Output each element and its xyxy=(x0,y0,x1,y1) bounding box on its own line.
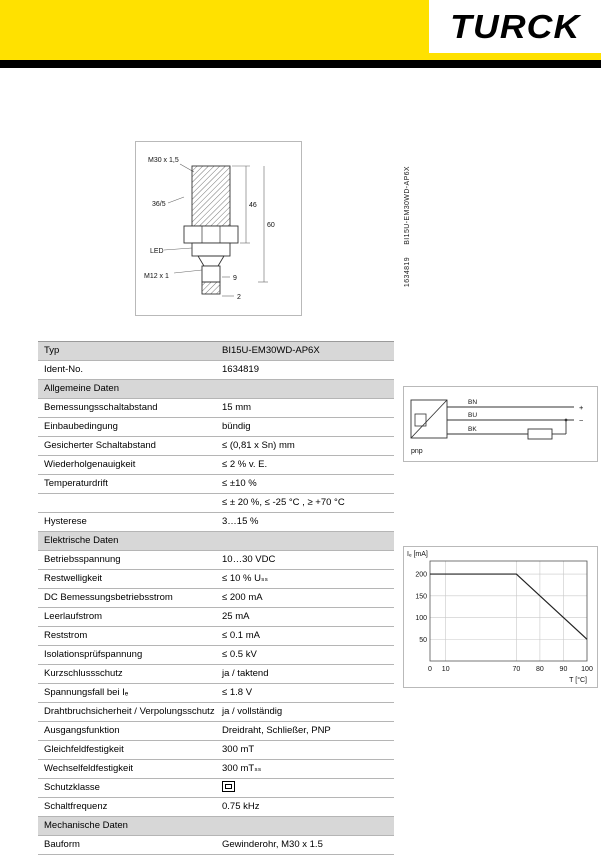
spec-label: Wiederholgenauigkeit xyxy=(44,459,136,470)
spec-label: Drahtbruchsicherheit / Verpolungsschutz xyxy=(44,706,215,717)
spec-label: Hysterese xyxy=(44,516,87,527)
dimension-46: 46 xyxy=(249,202,257,209)
spec-label: Gleichfeldfestigkeit xyxy=(44,744,124,755)
y-tick-label: 100 xyxy=(415,615,427,623)
spec-label: Spannungsfall bei Iₑ xyxy=(44,687,129,698)
side-vertical-text xyxy=(401,166,413,287)
x-tick-label: 70 xyxy=(512,666,521,673)
spec-value: 3…15 % xyxy=(222,516,259,527)
table-row xyxy=(38,361,394,380)
table-row xyxy=(38,798,394,817)
spec-label: Betriebsspannung xyxy=(44,554,121,565)
table-row xyxy=(38,456,394,475)
m12-connector xyxy=(202,266,220,282)
x-tick-label: 100 xyxy=(581,666,593,673)
wire-bk-label: BK xyxy=(468,426,477,433)
table-row xyxy=(38,646,394,665)
spec-value: 15 mm xyxy=(222,402,252,413)
table-row xyxy=(38,589,394,608)
spec-value: ≤ 1.8 V xyxy=(222,687,253,698)
load-symbol xyxy=(528,429,552,439)
brand-header xyxy=(0,0,601,60)
spec-value xyxy=(222,779,394,797)
spec-label: Kurzschlussschutz xyxy=(44,668,123,679)
spec-label: Ident-No. xyxy=(44,364,84,375)
table-row xyxy=(38,418,394,437)
spec-label: Bemessungsschaltabstand xyxy=(44,402,158,413)
spec-value: ≤ 0.5 kV xyxy=(222,649,257,660)
spec-table xyxy=(38,341,394,855)
thread-size-label: M30 x 1,5 xyxy=(148,157,179,164)
derating-chart xyxy=(403,546,598,688)
y-tick-label: 150 xyxy=(415,593,427,601)
table-row xyxy=(38,722,394,741)
y-axis-label: Iₑ [mA] xyxy=(407,551,428,558)
turck-logo xyxy=(429,0,601,53)
x-tick-label: 0 xyxy=(428,666,432,673)
table-row xyxy=(38,779,394,798)
spec-value: 1634819 xyxy=(222,364,259,375)
spec-label: Schutzklasse xyxy=(44,782,100,793)
table-row xyxy=(38,551,394,570)
plus-terminal-label: + xyxy=(579,403,584,412)
header-divider xyxy=(0,60,601,68)
table-row xyxy=(38,684,394,703)
table-section-header xyxy=(38,380,394,399)
wire-bn-label: BN xyxy=(468,399,478,406)
table-row xyxy=(38,703,394,722)
turck-logo-text: TURCK xyxy=(449,7,581,45)
spec-value: ≤ 0.1 mA xyxy=(222,630,260,641)
product-drawing-svg xyxy=(136,142,299,313)
spec-label: Gesicherter Schaltabstand xyxy=(44,440,156,451)
table-row xyxy=(38,741,394,760)
table-row xyxy=(38,494,394,513)
spec-label: Allgemeine Daten xyxy=(44,383,119,394)
spec-value: 300 mT xyxy=(222,744,255,755)
led-label: LED xyxy=(150,248,164,255)
derating-chart-svg xyxy=(404,547,595,685)
table-row xyxy=(38,608,394,627)
table-row xyxy=(38,399,394,418)
spec-label: Einbaubedingung xyxy=(44,421,118,432)
y-tick-label: 200 xyxy=(415,571,427,579)
spec-value: ≤ ±10 % xyxy=(222,478,257,489)
spec-label: Typ xyxy=(44,345,60,356)
wiring-diagram xyxy=(403,386,598,462)
spec-label: Bauform xyxy=(44,839,80,850)
spec-value: ≤ 10 % Uₛₛ xyxy=(222,573,269,584)
spec-label: Elektrische Daten xyxy=(44,535,119,546)
spec-value: ja / vollständig xyxy=(222,706,283,717)
spec-value: ≤ 200 mA xyxy=(222,592,263,603)
spec-label xyxy=(38,494,222,512)
table-section-header xyxy=(38,532,394,551)
x-tick-label: 90 xyxy=(559,666,568,673)
table-row xyxy=(38,342,394,361)
table-row xyxy=(38,513,394,532)
spec-value: ≤ (0,81 x Sn) mm xyxy=(222,440,295,451)
spec-value: Gewinderohr, M30 x 1.5 xyxy=(222,839,323,850)
wrench-size-label: 36/5 xyxy=(152,201,166,208)
spec-value: 25 mA xyxy=(222,611,250,622)
connector-thread-label: M12 x 1 xyxy=(144,273,169,280)
side-label-ident: 1634819 xyxy=(403,256,411,287)
table-section-header xyxy=(38,817,394,836)
spec-value: bündig xyxy=(222,421,251,432)
table-row xyxy=(38,836,394,855)
spec-label: Ausgangsfunktion xyxy=(44,725,120,736)
table-row xyxy=(38,475,394,494)
spec-label: DC Bemessungsbetriebsstrom xyxy=(44,592,173,603)
spec-value: ja / taktend xyxy=(222,668,269,679)
x-tick-label: 80 xyxy=(536,666,544,673)
dimension-2: 2 xyxy=(237,294,241,301)
spec-label: Mechanische Daten xyxy=(44,820,128,831)
x-tick-label: 10 xyxy=(441,666,450,673)
spec-label: Wechselfeldfestigkeit xyxy=(44,763,134,774)
table-row xyxy=(38,437,394,456)
wire-bu-label: BU xyxy=(468,412,478,419)
spec-value: Dreidraht, Schließer, PNP xyxy=(222,725,331,736)
spec-value: BI15U-EM30WD-AP6X xyxy=(222,345,320,356)
threaded-barrel xyxy=(192,166,230,226)
spec-value: 10…30 VDC xyxy=(222,554,276,565)
y-tick-label: 50 xyxy=(419,636,427,644)
protection-class-2-icon xyxy=(222,781,235,792)
x-axis-label: T [°C] xyxy=(569,677,587,684)
pnp-label: pnp xyxy=(411,448,423,455)
wiring-diagram-svg xyxy=(404,387,595,459)
table-row xyxy=(38,665,394,684)
dimension-60: 60 xyxy=(267,222,275,229)
side-label-type: BI15U-EM30WD-AP6X xyxy=(403,166,411,245)
spec-label: Restwelligkeit xyxy=(44,573,103,584)
spec-value: ≤ 2 % v. E. xyxy=(222,459,268,470)
table-row xyxy=(38,570,394,589)
product-drawing xyxy=(135,141,302,316)
spec-label: Reststrom xyxy=(44,630,88,641)
table-row xyxy=(38,760,394,779)
spec-value: ≤ ± 20 %, ≤ -25 °C , ≥ +70 °C xyxy=(222,497,345,508)
hex-nut xyxy=(184,226,238,243)
sensor-body xyxy=(192,243,230,256)
spec-label: Schaltfrequenz xyxy=(44,801,108,812)
dimension-9: 9 xyxy=(233,275,237,282)
spec-value: 0.75 kHz xyxy=(222,801,260,812)
table-row xyxy=(38,627,394,646)
spec-label: Isolationsprüfspannung xyxy=(44,649,143,660)
minus-terminal-label: − xyxy=(579,416,584,425)
spec-value: 300 mTₛₛ xyxy=(222,763,262,774)
spec-label: Temperaturdrift xyxy=(44,478,108,489)
spec-label: Leerlaufstrom xyxy=(44,611,103,622)
